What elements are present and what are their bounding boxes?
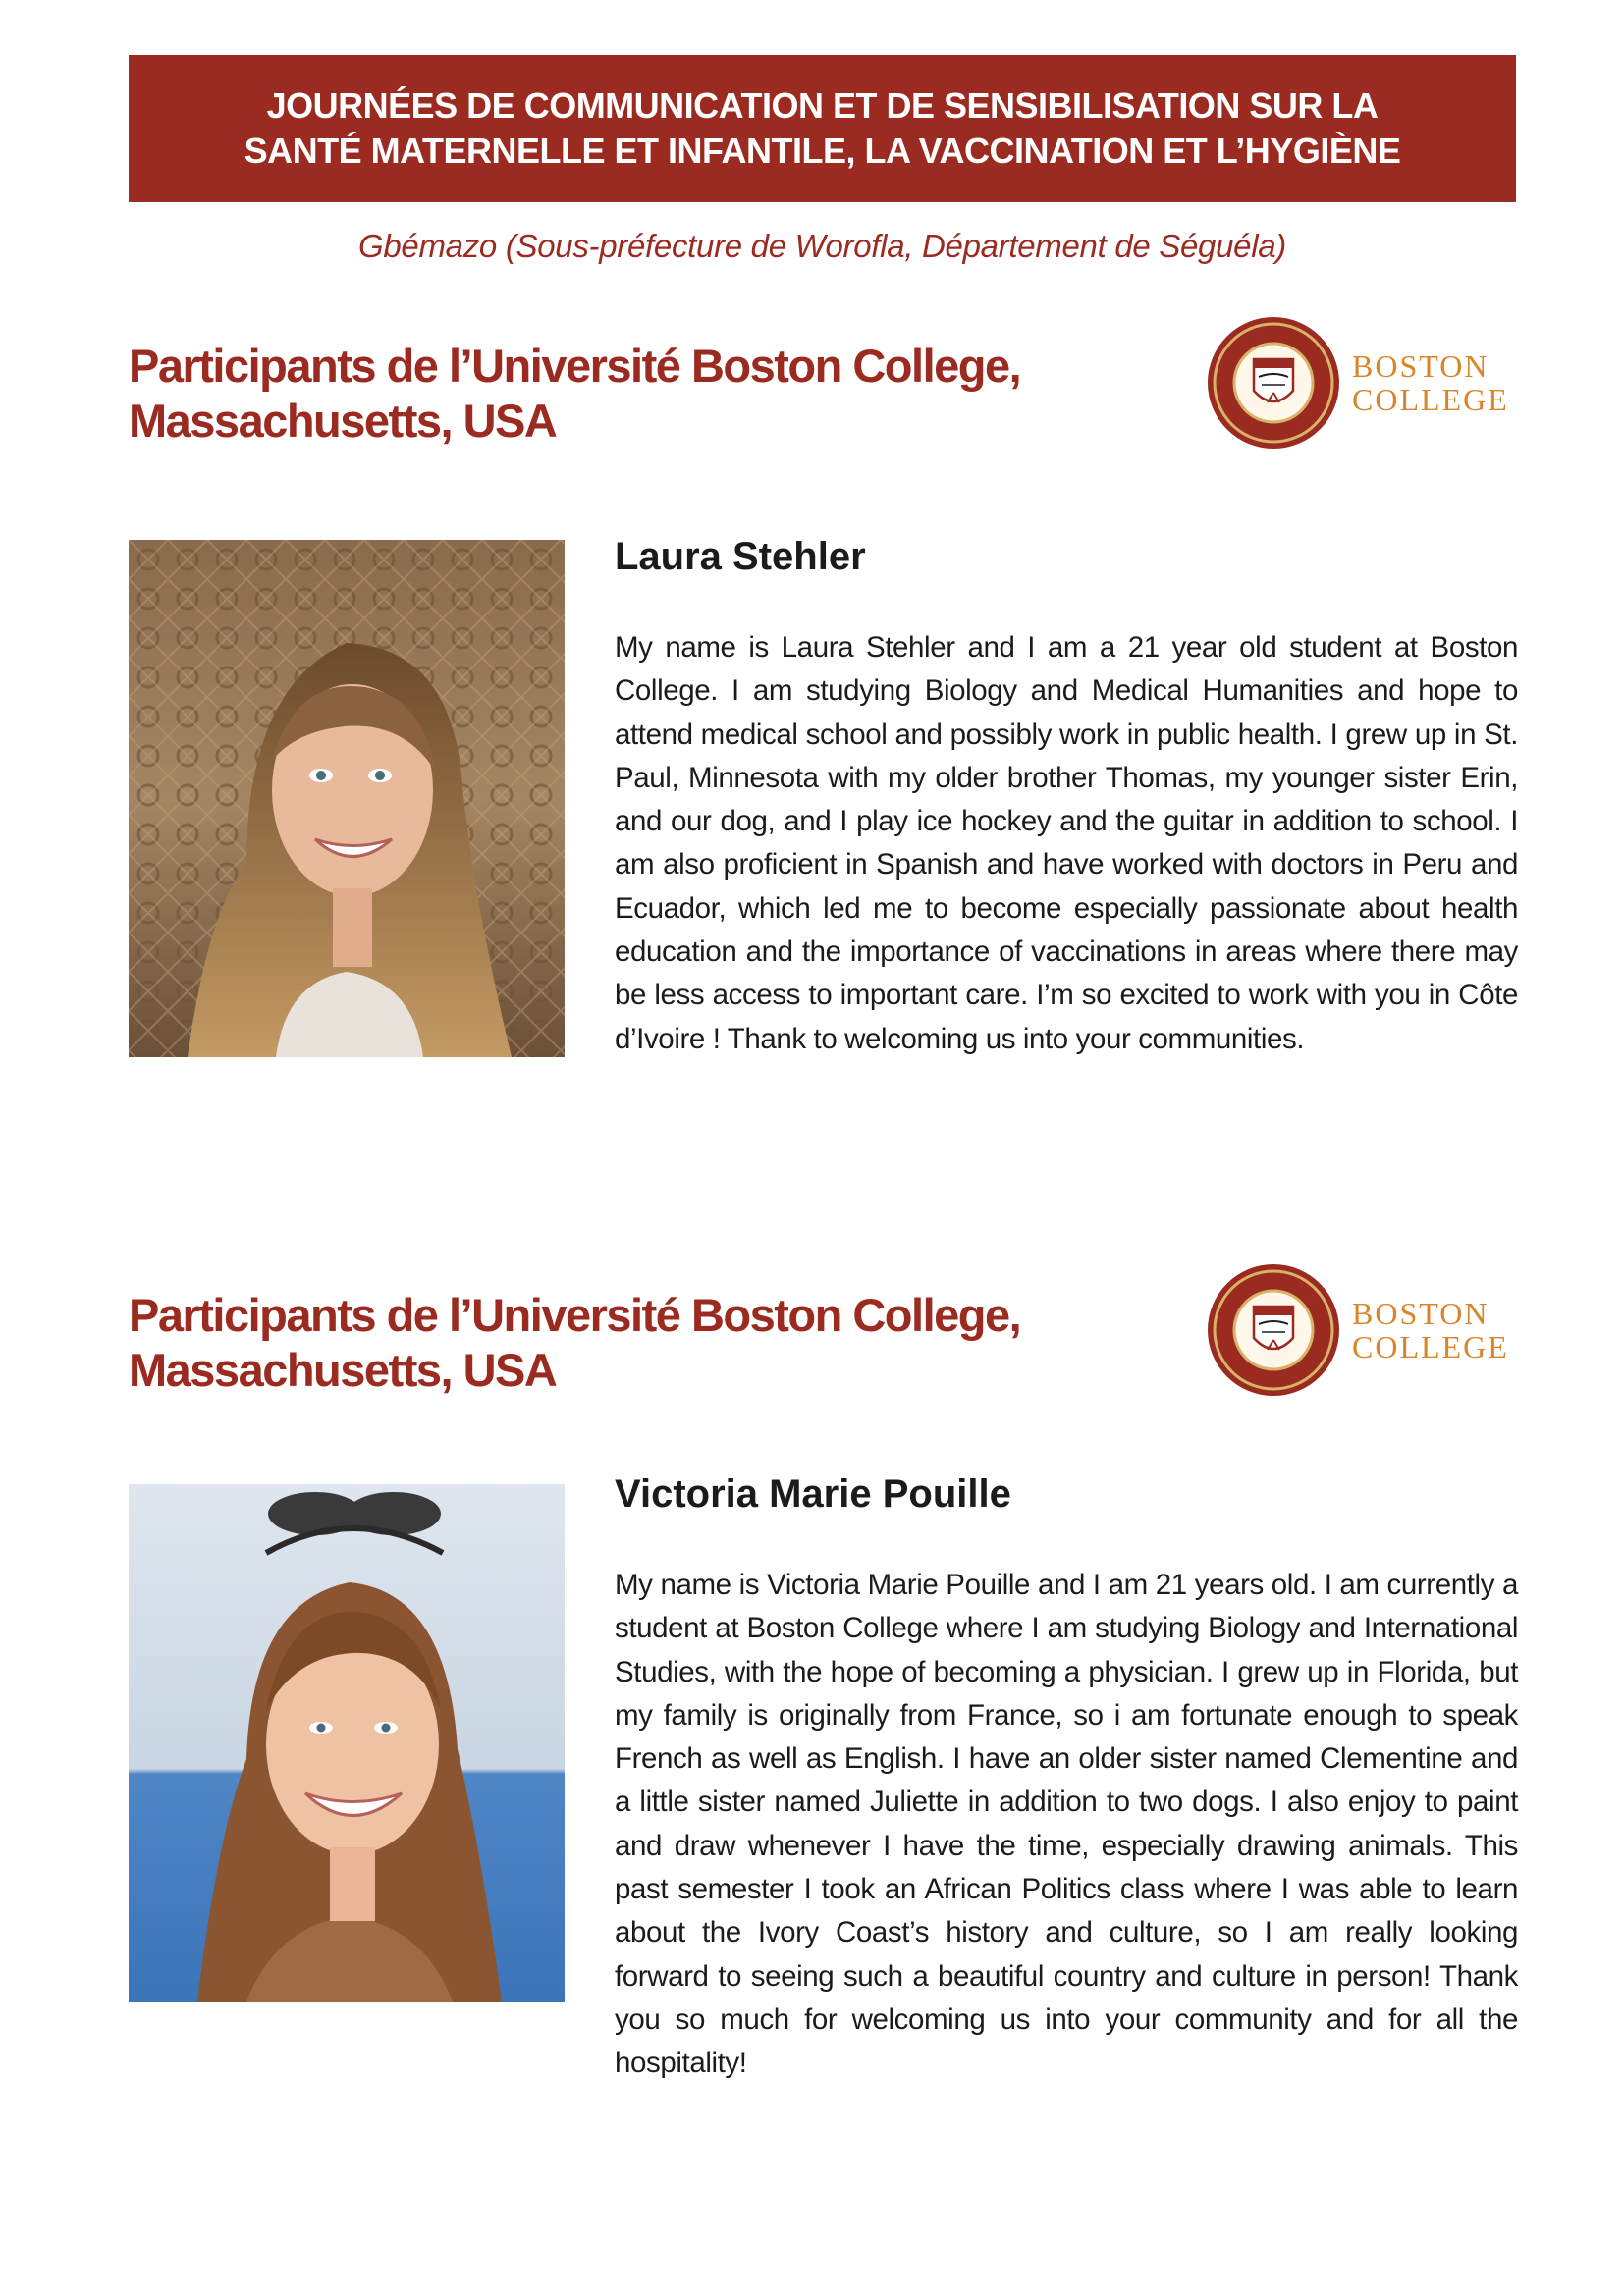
participant-photo bbox=[129, 1484, 565, 2002]
boston-college-seal-icon bbox=[1205, 1261, 1342, 1399]
boston-college-logo bbox=[1205, 314, 1519, 452]
boston-college-seal-icon bbox=[1205, 314, 1342, 452]
logo-word-college: COLLEGE bbox=[1352, 1329, 1509, 1364]
participant-name: Laura Stehler bbox=[615, 535, 866, 578]
location-subtitle: Gbémazo (Sous-préfecture de Worofla, Département de Séguéla) bbox=[358, 228, 1286, 264]
boston-college-wordmark bbox=[1352, 349, 1509, 416]
section-title-line1: Participants de l’Université Boston College, bbox=[129, 1289, 1021, 1341]
participant-bio: My name is Victoria Marie Pouille and I am 21 years old. I am currently a student at Boston College where I am studying Biology and International Studies, with the hope of becoming a physician. I grew up in Florida, but my family is originally from France, so i am fortunate enough to speak French as well as English. I have an older sister named Clementine and a little sister named Juliette in addition to two dogs. I also enjoy to paint and draw whenever I have the time, especially drawing animals. This past semester I took an African Politics class where I was able to learn about the Ivory Coast’s history and culture, so I am really looking forward to seeing such a beautiful country and culture in person! Thank you so much for welcoming us into your community and for all the hospitality! bbox=[615, 1569, 1518, 2080]
header-banner bbox=[129, 55, 1516, 202]
participant-photo bbox=[129, 540, 565, 1057]
participant-bio: My name is Laura Stehler and I am a 21 year old student at Boston College. I am studying Biology and Medical Humanities and hope to attend medical school and possibly work in public health. I grew up in St. Paul, Minnesota with my older brother Thomas, my younger sister Erin, and our dog, and I play ice hockey and the guitar in addition to school. I am also proficient in Spanish and have worked with doctors in Peru and Ecuador, which led me to become especially passionate about health education and the importance of vaccinations in areas where there may be less access to important care. I’m so excited to work with you in Côte d’Ivoire ! Thank to welcoming us into your communities. bbox=[615, 631, 1518, 1055]
section-title-line1: Participants de l’Université Boston College, bbox=[129, 340, 1021, 392]
banner-title-line2: SANTÉ MATERNELLE ET INFANTILE, LA VACCINATION ET L’HYGIÈNE bbox=[244, 131, 1401, 171]
participant-name: Victoria Marie Pouille bbox=[615, 1472, 1011, 1516]
boston-college-wordmark bbox=[1352, 1297, 1509, 1363]
logo-word-boston: BOSTON bbox=[1352, 1296, 1489, 1331]
section-title-line2: Massachusetts, USA bbox=[129, 1344, 557, 1396]
logo-word-college: COLLEGE bbox=[1352, 382, 1509, 417]
section-title-line2: Massachusetts, USA bbox=[129, 395, 557, 447]
boston-college-logo bbox=[1205, 1261, 1519, 1399]
section-title bbox=[129, 339, 1110, 449]
banner-title-line1: JOURNÉES DE COMMUNICATION ET DE SENSIBILISATION SUR LA bbox=[266, 85, 1379, 126]
logo-word-boston: BOSTON bbox=[1352, 348, 1489, 384]
section-title bbox=[129, 1288, 1110, 1398]
